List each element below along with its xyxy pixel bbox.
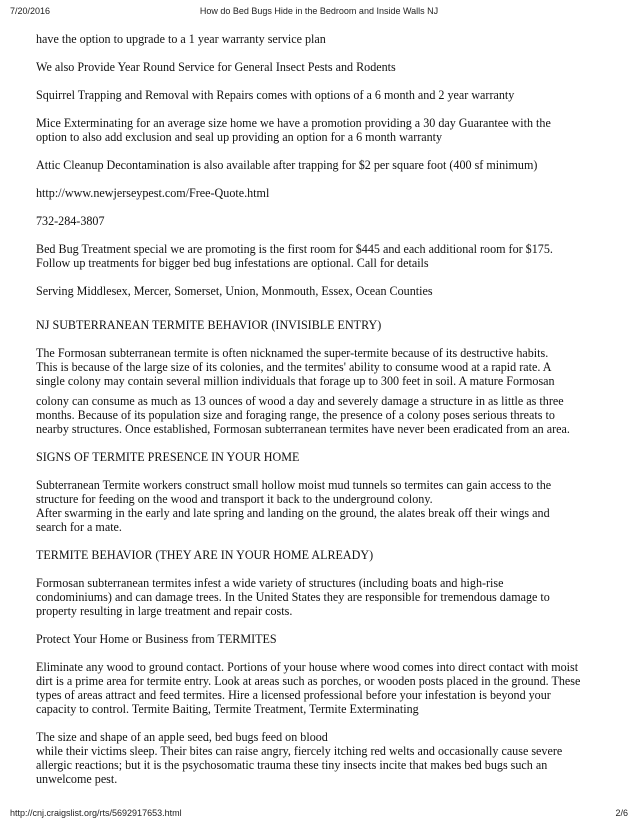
page-header	[10, 6, 628, 20]
paragraph: Attic Cleanup Decontamination is also available after trapping for $2 per square foot (400 sf minimum)	[36, 158, 538, 172]
header-title: How do Bed Bugs Hide in the Bedroom and Inside Walls NJ	[199, 6, 439, 16]
paragraph: have the option to upgrade to a 1 year warranty service plan	[36, 32, 326, 46]
section-heading: SIGNS OF TERMITE PRESENCE IN YOUR HOME	[36, 450, 300, 464]
paragraph: The Formosan subterranean termite is often nicknamed the super-termite because of its destructive habits. This is because of the large size of its colonies, and the termites' ability to consume wood at a rapid rate. A single colony may contain several million individuals that forage up to 300 feet in soil. A mature Formosan	[36, 346, 555, 388]
document-body	[36, 32, 608, 808]
paragraph: We also Provide Year Round Service for General Insect Pests and Rodents	[36, 60, 396, 74]
section-heading: NJ SUBTERRANEAN TERMITE BEHAVIOR (INVISIBLE ENTRY)	[36, 318, 382, 332]
paragraph: Squirrel Trapping and Removal with Repairs comes with options of a 6 month and 2 year warranty	[36, 88, 515, 102]
section-heading: Protect Your Home or Business from TERMITES	[36, 632, 277, 646]
quote-link[interactable]: http://www.newjerseypest.com/Free-Quote.html	[36, 186, 270, 200]
header-date: 7/20/2016	[10, 6, 51, 16]
paragraph: Eliminate any wood to ground contact. Portions of your house where wood comes into direct contact with moist dirt is a prime area for termite entry. Look at areas such as porches, or wooden posts placed in the ground. These types of areas attract and feed termites. Hire a licensed professional before your infestation is beyond your capacity to control. Termite Baiting, Termite Treatment, Termite Exterminating	[36, 660, 581, 716]
paragraph: Subterranean Termite workers construct small hollow moist mud tunnels so termites can gain access to the structure for feeding on the wood and transport it back to the underground colony. After swarming in the early and late spring and landing on the ground, the alates break off their wings and search for a mate.	[36, 478, 552, 534]
section-heading: TERMITE BEHAVIOR (THEY ARE IN YOUR HOME ALREADY)	[36, 548, 374, 562]
phone-number: 732-284-3807	[36, 214, 105, 228]
page-footer	[10, 808, 628, 822]
paragraph: The size and shape of an apple seed, bed bugs feed on blood while their victims sleep. Their bites can raise angry, fiercely itching red welts and occasionally cause severe allergic reactions; but it is the psychosomatic trauma these tiny insects incite that makes bed bugs such an unwelcome pest.	[36, 730, 563, 786]
paragraph: Serving Middlesex, Mercer, Somerset, Union, Monmouth, Essex, Ocean Counties	[36, 284, 433, 298]
paragraph: colony can consume as much as 13 ounces of wood a day and severely damage a structure in as little as three months. Because of its population size and foraging range, the presence of a colony poses serious threats to nearby structures. Once established, Formosan subterranean termites have never been eradicated from an area.	[36, 394, 570, 436]
paragraph: Mice Exterminating for an average size home we have a promotion providing a 30 day Guarantee with the option to also add exclusion and seal up providing an option for a 6 month warranty	[36, 116, 551, 144]
page-number: 2/6	[615, 808, 628, 818]
paragraph: Formosan subterranean termites infest a wide variety of structures (including boats and high-rise condominiums) and can damage trees. In the United States they are responsible for tremendous damage to property resulting in large treatment and repair costs.	[36, 576, 550, 618]
paragraph: Bed Bug Treatment special we are promoting is the first room for $445 and each additional room for $175. Follow up treatments for bigger bed bug infestations are optional. Call for details	[36, 242, 553, 270]
footer-url[interactable]: http://cnj.craigslist.org/rts/5692917653.html	[10, 808, 182, 818]
